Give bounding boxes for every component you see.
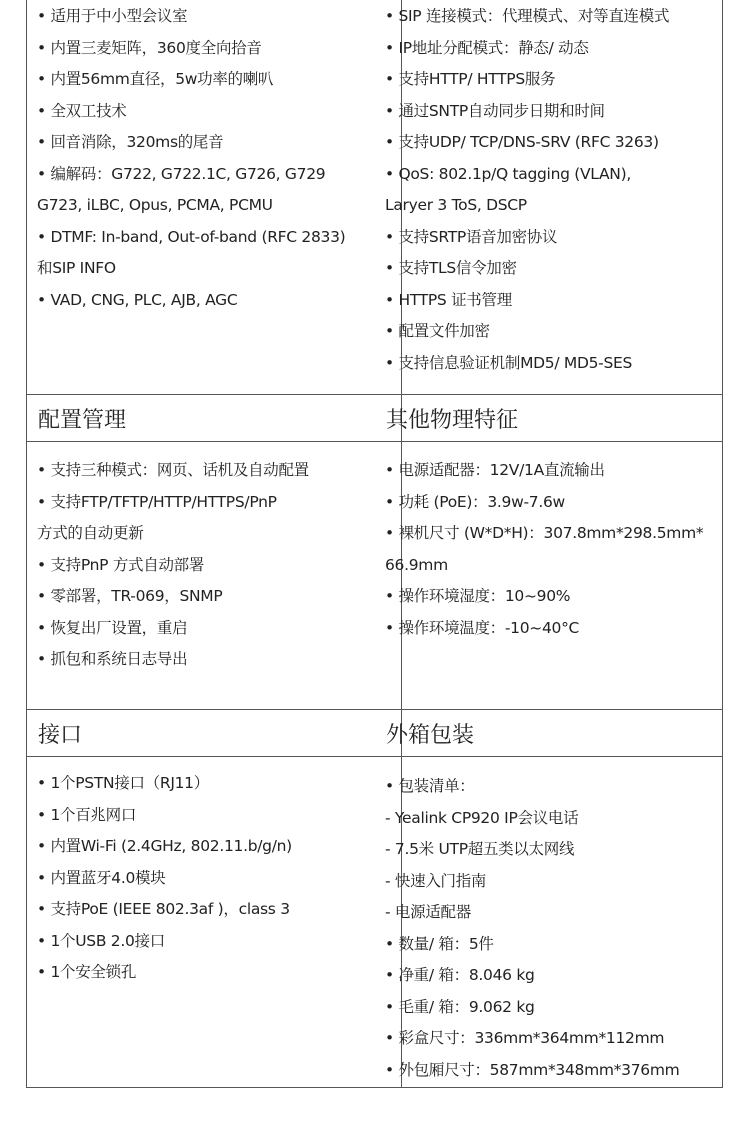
- spec-item: • 彩盒尺寸：336mm*364mm*112mm: [385, 1029, 665, 1047]
- spec-item: • SIP 连接模式：代理模式、对等直连模式: [385, 7, 670, 25]
- spec-item: • 裸机尺寸 (W*D*H)：307.8mm*298.5mm*: [385, 524, 704, 542]
- spec-item: - Yealink CP920 IP会议电话: [385, 808, 579, 827]
- packaging-title: 外箱包装: [386, 723, 475, 748]
- spec-item: • 内置56mm直径，5w功率的喇叭: [37, 70, 274, 88]
- spec-item: • 功耗 (PoE)：3.9w-7.6w: [385, 492, 565, 511]
- spec-item: • VAD, CNG, PLC, AJB, AGC: [37, 290, 238, 309]
- spec-item: • 支持PnP 方式自动部署: [37, 555, 205, 574]
- spec-item: • 通过SNTP自动同步日期和时间: [385, 101, 605, 120]
- spec-item: • 内置蓝牙4.0模块: [37, 868, 166, 887]
- spec-item: • QoS: 802.1p/Q tagging (VLAN),: [385, 164, 631, 183]
- row-divider: [27, 756, 722, 757]
- spec-item: 方式的自动更新: [37, 524, 144, 542]
- spec-item: • IP地址分配模式：静态/ 动态: [385, 38, 589, 57]
- spec-item: • 支持UDP/ TCP/DNS-SRV (RFC 3263): [385, 133, 659, 151]
- row-divider: [27, 441, 722, 442]
- spec-item: • 1个PSTN接口（RJ11）: [37, 774, 209, 792]
- spec-item: • 包装清单：: [385, 777, 475, 795]
- spec-item: G723, iLBC, Opus, PCMA, PCMU: [37, 196, 273, 214]
- spec-item: • 操作环境湿度：10~90%: [385, 587, 571, 605]
- spec-item: • 零部署，TR-069，SNMP: [37, 587, 223, 605]
- spec-item: 66.9mm: [385, 555, 448, 574]
- spec-item: • 1个USB 2.0接口: [37, 931, 165, 950]
- spec-item: • 全双工技术: [37, 101, 127, 120]
- spec-item: 和SIP INFO: [37, 259, 116, 277]
- spec-item: • 支持三种模式：网页、话机及自动配置: [37, 461, 309, 479]
- spec-item: • 内置Wi-Fi (2.4GHz, 802.11.b/g/n): [37, 837, 292, 855]
- spec-item: • 电源适配器：12V/1A直流输出: [385, 461, 605, 479]
- spec-item: - 7.5米 UTP超五类以太网线: [385, 840, 575, 858]
- spec-item: • DTMF: In-band, Out-of-band (RFC 2833): [37, 227, 346, 246]
- config-mgmt-title: 配置管理: [38, 408, 127, 433]
- spec-item: • 支持SRTP语音加密协议: [385, 227, 558, 246]
- spec-item: • 回音消除，320ms的尾音: [37, 133, 224, 151]
- spec-item: - 电源适配器: [385, 903, 471, 921]
- row-divider: [27, 394, 722, 395]
- row-divider: [27, 709, 722, 710]
- spec-item: • 支持信息验证机制MD5/ MD5-SES: [385, 353, 633, 372]
- spec-item: • 数量/ 箱：5件: [385, 934, 494, 953]
- spec-item: • 抓包和系统日志导出: [37, 650, 188, 668]
- spec-item: Laryer 3 ToS, DSCP: [385, 196, 527, 214]
- spec-item: • 1个安全锁孔: [37, 963, 137, 981]
- physical-list: [385, 455, 703, 644]
- config-mgmt-list: [37, 455, 309, 676]
- network-features-list: [385, 1, 669, 379]
- interface-title: 接口: [38, 723, 83, 748]
- interface-list: [37, 768, 292, 989]
- spec-item: • 内置三麦矩阵，360度全向拾音: [37, 38, 262, 57]
- spec-item: • 支持PoE (IEEE 802.3af )，class 3: [37, 900, 290, 918]
- spec-item: • 1个百兆网口: [37, 805, 137, 824]
- spec-item: • 支持HTTP/ HTTPS服务: [385, 70, 556, 88]
- spec-item: • 支持TLS信令加密: [385, 259, 517, 277]
- spec-item: • 外包厢尺寸：587mm*348mm*376mm: [385, 1060, 680, 1079]
- spec-item: • 恢复出厂设置，重启: [37, 618, 188, 637]
- spec-item: • 配置文件加密: [385, 322, 490, 340]
- spec-item: • 净重/ 箱：8.046 kg: [385, 966, 535, 984]
- spec-table: [26, 0, 723, 1088]
- audio-features-list: [37, 1, 345, 316]
- spec-item: - 快速入门指南: [385, 871, 487, 890]
- spec-item: • HTTPS 证书管理: [385, 290, 512, 309]
- spec-item: • 操作环境温度：-10~40°C: [385, 618, 580, 637]
- spec-item: • 支持FTP/TFTP/HTTP/HTTPS/PnP: [37, 492, 277, 511]
- spec-item: • 毛重/ 箱：9.062 kg: [385, 997, 535, 1016]
- physical-title: 其他物理特征: [386, 408, 519, 433]
- packaging-list: [385, 771, 679, 1086]
- spec-item: • 编解码：G722, G722.1C, G726, G729: [37, 164, 326, 183]
- spec-item: • 适用于中小型会议室: [37, 7, 188, 25]
